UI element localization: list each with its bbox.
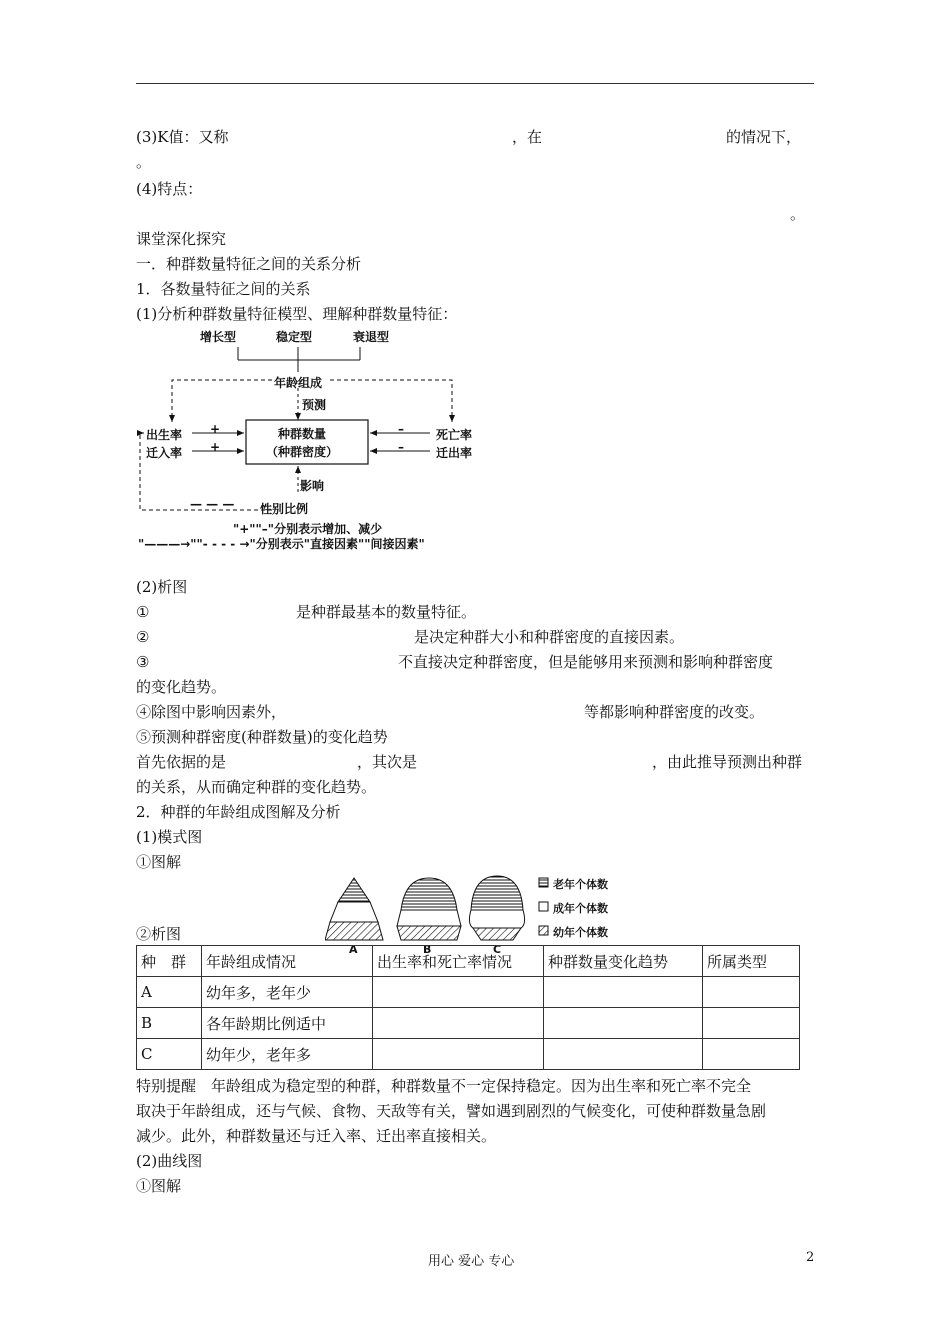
death-rate-label: 死亡率	[436, 428, 473, 442]
minus-dashes: — — —	[190, 497, 235, 511]
table-row	[137, 1039, 800, 1070]
tip-line-1: 特别提醒 年龄组成为稳定型的种群，种群数量不一定保持稳定。因为出生率和死亡率不完全	[136, 1077, 752, 1095]
table-cell	[703, 977, 800, 1008]
table-row	[137, 1008, 800, 1039]
table-cell	[703, 1039, 800, 1070]
curve-chart-label: (2)曲线图	[136, 1152, 203, 1170]
pyramid-label-a: A	[349, 943, 358, 956]
q5-continued: 的关系，从而确定种群的变化趋势。	[136, 778, 377, 796]
immigration-label: 迁入率	[146, 446, 183, 460]
table-cell: A	[137, 977, 202, 1008]
feature-end: 。	[790, 205, 806, 223]
minus-sign-1: –	[398, 422, 404, 436]
table-row	[137, 977, 800, 1008]
legend-old: 老年个体数	[553, 878, 608, 891]
table-cell	[544, 1008, 703, 1039]
pyramid-label-c: C	[493, 943, 502, 956]
influence-label: 影响	[300, 479, 325, 493]
birth-rate-label: 出生率	[146, 428, 183, 442]
heading-1: 一．种群数量特征之间的关系分析	[136, 255, 362, 273]
analysis-heading: (2)析图	[136, 578, 188, 596]
table-cell	[373, 1008, 544, 1039]
page-number: 2	[806, 1250, 815, 1265]
pyramid-label-b: B	[423, 943, 432, 956]
curve-sub-label: ①图解	[136, 1177, 182, 1195]
table-header: 出生率和死亡率情况	[373, 946, 544, 977]
q1-num: ①	[136, 603, 150, 621]
sex-ratio-label: 性别比例	[260, 502, 309, 516]
q3-continued: 的变化趋势。	[136, 678, 227, 696]
q4-end: 等都影响种群密度的改变。	[584, 703, 765, 721]
q5-first: 首先依据的是	[136, 753, 227, 771]
q5-second: ，其次是	[357, 753, 418, 771]
header-rule	[136, 83, 814, 84]
table-cell	[544, 977, 703, 1008]
k-value-condition: 的情况下，	[726, 128, 802, 146]
predict-label: 预测	[302, 398, 327, 412]
table-cell	[373, 1039, 544, 1070]
table-header: 年龄组成情况	[202, 946, 373, 977]
q4-text: ④除图中影响因素外，	[136, 703, 287, 721]
growth-type-label: 增长型	[200, 330, 237, 344]
age-structure-label: 年龄组成	[274, 376, 323, 390]
model-intro: (1)分析种群数量特征模型、理解种群数量特征：	[136, 305, 458, 323]
table-header: 种群数量变化趋势	[544, 946, 703, 977]
q2-num: ②	[136, 628, 150, 646]
k-value-end: 。	[136, 153, 152, 171]
stable-type-label: 稳定型	[276, 330, 313, 344]
table-cell: 幼年多，老年少	[202, 977, 373, 1008]
mode-chart-label: (1)模式图	[136, 828, 203, 846]
section-title: 课堂深化探究	[136, 230, 227, 248]
q3-num: ③	[136, 653, 150, 671]
q3-text: 不直接决定种群密度，但是能够用来预测和影响种群密度	[398, 653, 774, 671]
table-cell	[544, 1039, 703, 1070]
emigration-label: 迁出率	[436, 446, 473, 460]
q1-text: 是种群最基本的数量特征。	[296, 603, 477, 621]
q5-text: ⑤预测种群密度(种群数量)的变化趋势	[136, 728, 388, 746]
table-header: 所属类型	[703, 946, 800, 977]
table-cell: 各年龄期比例适中	[202, 1008, 373, 1039]
table-cell	[373, 977, 544, 1008]
footer-slogan: 用心 爱心 专心	[428, 1254, 515, 1269]
legend-adult: 成年个体数	[553, 902, 608, 915]
table-cell: 幼年少，老年多	[202, 1039, 373, 1070]
heading-2: 2．种群的年龄组成图解及分析	[136, 803, 341, 821]
plus-sign-1: +	[210, 422, 221, 436]
table-cell: C	[137, 1039, 202, 1070]
age-structure-table	[136, 945, 800, 1070]
diagram-sub-label: ①图解	[136, 853, 182, 871]
feature-line: (4)特点：	[136, 180, 203, 198]
tip-line-3: 减少。此外，种群数量还与迁入率、迁出率直接相关。	[136, 1127, 497, 1145]
population-size-label: 种群数量	[278, 427, 327, 441]
population-density-label: （种群密度）	[266, 445, 339, 459]
table-header-row	[137, 946, 800, 977]
legend-young: 幼年个体数	[553, 926, 608, 939]
heading-1-1: 1．各数量特征之间的关系	[136, 280, 311, 298]
decline-type-label: 衰退型	[353, 330, 390, 344]
diagram-note-2: "———→""- - - - →"分别表示"直接因素""间接因素"	[138, 537, 425, 551]
table-header: 种 群	[137, 946, 202, 977]
diagram-note-1: "+""–"分别表示增加、减少	[233, 522, 383, 536]
minus-sign-2: –	[398, 440, 404, 454]
analysis-sub-label: ②析图	[136, 925, 182, 943]
k-value-line: (3)K值：又称	[136, 128, 229, 146]
k-value-in: ，在	[512, 128, 543, 146]
q2-text: 是决定种群大小和种群密度的直接因素。	[414, 628, 685, 646]
table-cell	[703, 1008, 800, 1039]
table-cell: B	[137, 1008, 202, 1039]
q5-third: ，由此推导预测出种群	[652, 753, 803, 771]
plus-sign-2: +	[210, 440, 221, 454]
tip-line-2: 取决于年龄组成，还与气候、食物、天敌等有关，譬如遇到剧烈的气候变化，可使种群数量急剧	[136, 1102, 767, 1120]
